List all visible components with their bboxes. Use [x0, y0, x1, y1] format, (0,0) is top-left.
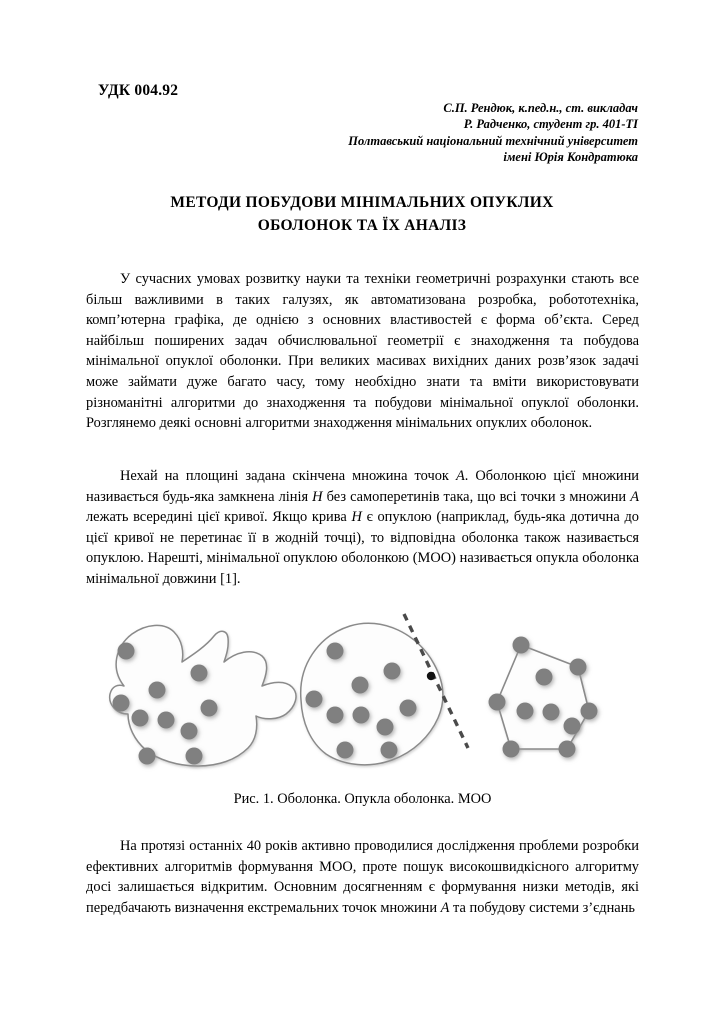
figure-panel-moo-shape: [489, 637, 598, 758]
p2-seg-a: Нехай на площині задана скінчена множина точок: [120, 468, 456, 484]
p2-var-4: H: [351, 509, 362, 526]
p2-var-2: H: [312, 488, 323, 505]
paragraph-research-text: [86, 836, 639, 918]
p2-seg-b: . Оболонкою цієї множини називається будь-яка замкнена лінія: [86, 468, 639, 505]
p3-var-1: A: [440, 899, 450, 916]
figure-1: [86, 608, 639, 793]
author-affiliation-1: Полтавський національний технічний університет: [348, 133, 638, 148]
title-line-1: МЕТОДИ ПОБУДОВИ МІНІМАЛЬНИХ ОПУКЛИХ: [170, 194, 554, 211]
paragraph-definitions-text: [86, 466, 639, 590]
p3-seg-b: та побудову системи з’єднань: [449, 899, 635, 916]
udk-code: УДК 004.92: [98, 82, 179, 99]
p2-var-1: A: [455, 468, 465, 484]
author-line-2: Р. Радченко, студент гр. 401-ТІ: [463, 117, 638, 132]
paragraph-research: [86, 836, 639, 918]
title-line-2: ОБОЛОНОК ТА ЇХ АНАЛІЗ: [257, 217, 467, 234]
author-affiliation-2: імені Юрія Кондратюка: [503, 150, 638, 165]
paragraph-intro: [86, 269, 639, 434]
p2-var-3: A: [630, 488, 639, 505]
figure-caption: Рис. 1. Оболонка. Опукла оболонка. МОО: [233, 791, 492, 807]
p3-seg-a: На протязі останніх 40 років активно проводилися дослідження проблеми розробки ефективних алгоритмів формування МОО, проте пошук високошвидкісного алгоритму досі залишається відкритим. Основним досягненням є формування низки методів, які передбачають визначення екстремальних точок множини: [86, 838, 639, 916]
paragraph-intro-text: У сучасних умовах розвитку науки та техніки геометричні розрахунки стають все більш важливими в таких галузях, як автоматизована розробка, робототехніка, комп’ютерна графіка, де однією з основних властивостей є форма об’єкта. Серед найбільш поширених задач обчислювальної геометрії є знаходження та побудова мінімальної опуклої оболонки. При великих масивах вихідних даних розв’язок задачі може займати дуже багато часу, тому необхідно знати та вміти використовувати різноманітні алгоритми до знаходження та побудови мінімальної опуклої оболонки. Розглянемо деякі основні алгоритми знаходження мінімальних опуклих оболонок.: [86, 271, 639, 432]
p2-seg-d: лежать всередині цієї кривої. Якщо крива: [86, 509, 352, 526]
author-block: [218, 100, 638, 166]
p2-seg-c: без самоперетинів така, що всі точки з множини: [322, 488, 631, 505]
author-line-1: С.П. Рендюк, к.пед.н., ст. викладач: [443, 101, 638, 115]
tangent-point: [427, 672, 435, 680]
figure-1-svg: [86, 608, 639, 793]
figure-panel-outline-shape: [110, 625, 296, 766]
p2-seg-e: є опуклою (наприклад, будь-яка дотична до цієї кривої не перетинає її в жодній точці), то відповідна оболонка також називається опуклою. Нарешті, мінімальної опуклою оболонкою (МОО) називається опукла оболонка мінімальної довжини [1].: [86, 509, 639, 587]
paragraph-definitions: [86, 466, 639, 590]
figure-panel-convex-shape: [301, 614, 468, 765]
page-title: [98, 191, 626, 237]
